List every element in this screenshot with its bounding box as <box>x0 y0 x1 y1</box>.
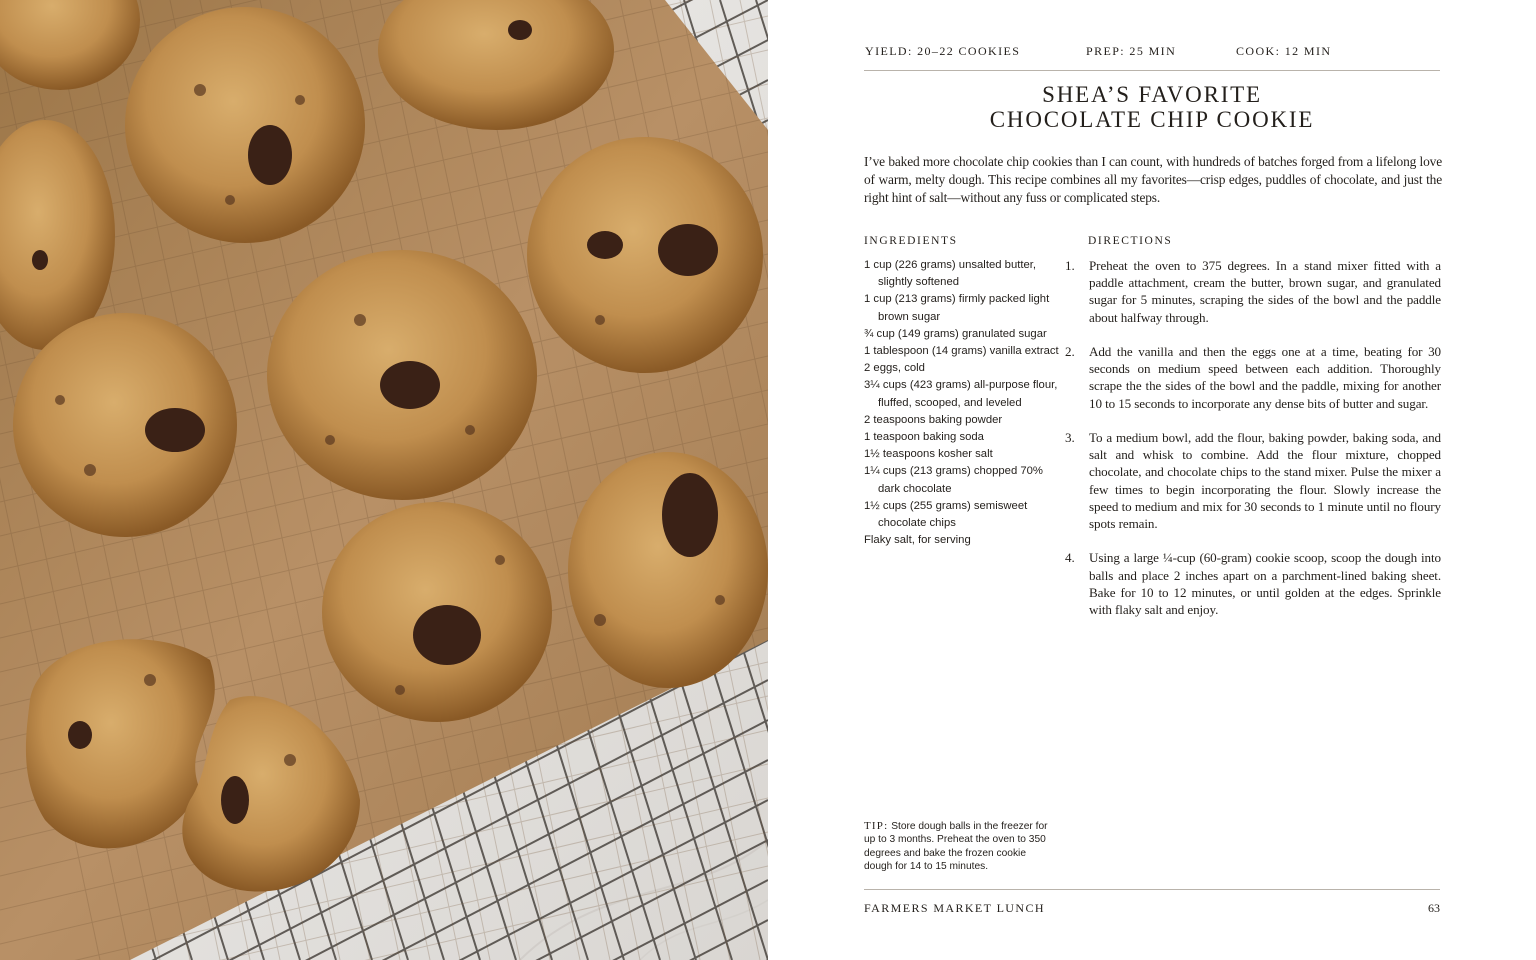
top-divider <box>864 70 1440 71</box>
tip-label: TIP: <box>864 820 889 832</box>
ingredient-item: 1 tablespoon (14 grams) vanilla extract <box>864 345 1059 358</box>
recipe-title-line-2: CHOCOLATE CHIP COOKIE <box>989 107 1315 132</box>
recipe-intro: I’ve baked more chocolate chip cookies than I can count, with hundreds of batches forged from a lifelong love of warm, melty dough. This recipe combines all my favorites—crisp edges, puddles of chocolate, and just the right hint of salt—without any fuss or complicated steps. <box>864 154 1442 205</box>
section-name: FARMERS MARKET LUNCH <box>864 901 1045 915</box>
page-number: 63 <box>1428 901 1440 915</box>
direction-step-text: To a medium bowl, add the flour, baking powder, baking soda, and salt and whisk to combine. Add the flour mixture, chopped chocolate, and chocolate chips to the stand mixer. Pulse the mixer a few times to begin incorporating the flour. Slowly increase the speed to medium and mix for 30 seconds to 1 minute until no floury spots remain. <box>1089 430 1441 532</box>
direction-step-text: Preheat the oven to 375 degrees. In a stand mixer fitted with a paddle attachment, cream the butter, brown sugar, and granulated sugar for 5 minutes, scraping the sides of the bowl and the paddle about halfway through. <box>1089 258 1441 325</box>
ingredients-list <box>864 257 1064 549</box>
direction-step <box>1065 257 1441 326</box>
ingredients-heading: INGREDIENTS <box>864 235 958 247</box>
direction-step <box>1065 429 1441 532</box>
directions-heading: DIRECTIONS <box>1088 235 1173 247</box>
ingredient-item: Flaky salt, for serving <box>864 534 971 547</box>
ingredient-item: 1 teaspoon baking soda <box>864 431 984 444</box>
direction-step-text: Using a large ¼-cup (60-gram) cookie scoop, scoop the dough into balls and place 2 inches apart on a parchment-lined baking sheet. Bake for 10 to 12 minutes, or until golden at the edges. Sprinkle with flaky salt and enjoy. <box>1089 550 1441 618</box>
tip-text: Store dough balls in the freezer for up to 3 months. Preheat the oven to 350 degrees and bake the frozen cookie dough for 14 to 15 minutes. <box>864 821 1048 872</box>
ingredient-item: 1¼ cups (213 grams) chopped 70% dark chocolate <box>864 465 1043 495</box>
bottom-divider <box>864 889 1440 890</box>
recipe-prep-time: PREP: 25 MIN <box>1086 44 1177 58</box>
direction-step-text: Add the vanilla and then the eggs one at a time, beating for 30 seconds on medium speed between each addition. Thoroughly scrape the the sides of the bowl and the paddle, mixing for another 10 to 15 seconds to incorporate any dense bits of butter and sugar. <box>1089 344 1441 411</box>
recipe-cook-time: COOK: 12 MIN <box>1236 44 1332 58</box>
direction-step <box>1065 549 1441 618</box>
direction-step <box>1065 343 1441 412</box>
direction-step-number: 1. <box>1065 258 1075 273</box>
recipe-title <box>864 82 1440 132</box>
ingredient-item: 1½ teaspoons kosher salt <box>864 448 993 461</box>
cookie <box>125 7 365 243</box>
ingredient-item: ¾ cup (149 grams) granulated sugar <box>864 327 1047 340</box>
cookie <box>568 452 768 688</box>
direction-step-number: 2. <box>1065 344 1075 359</box>
ingredient-item: 2 teaspoons baking powder <box>864 413 1003 426</box>
recipe-yield: YIELD: 20–22 COOKIES <box>865 44 1021 58</box>
ingredient-item: 1 cup (226 grams) unsalted butter, slightly softened <box>864 259 1037 289</box>
ingredient-item: 1 cup (213 grams) firmly packed light brown sugar <box>864 293 1050 323</box>
recipe-tip <box>864 820 1054 873</box>
directions-list <box>1065 257 1441 635</box>
ingredient-item: 3¼ cups (423 grams) all-purpose flour, fluffed, scooped, and leveled <box>864 379 1058 409</box>
recipe-title-line-1: SHEA’S FAVORITE <box>1042 82 1262 107</box>
ingredient-item: 1½ cups (255 grams) semisweet chocolate chips <box>864 499 1028 530</box>
direction-step-number: 3. <box>1065 430 1075 445</box>
cookie <box>527 137 763 373</box>
direction-step-number: 4. <box>1065 550 1075 566</box>
recipe-page <box>768 0 1536 960</box>
ingredient-item: 2 eggs, cold <box>864 362 925 375</box>
